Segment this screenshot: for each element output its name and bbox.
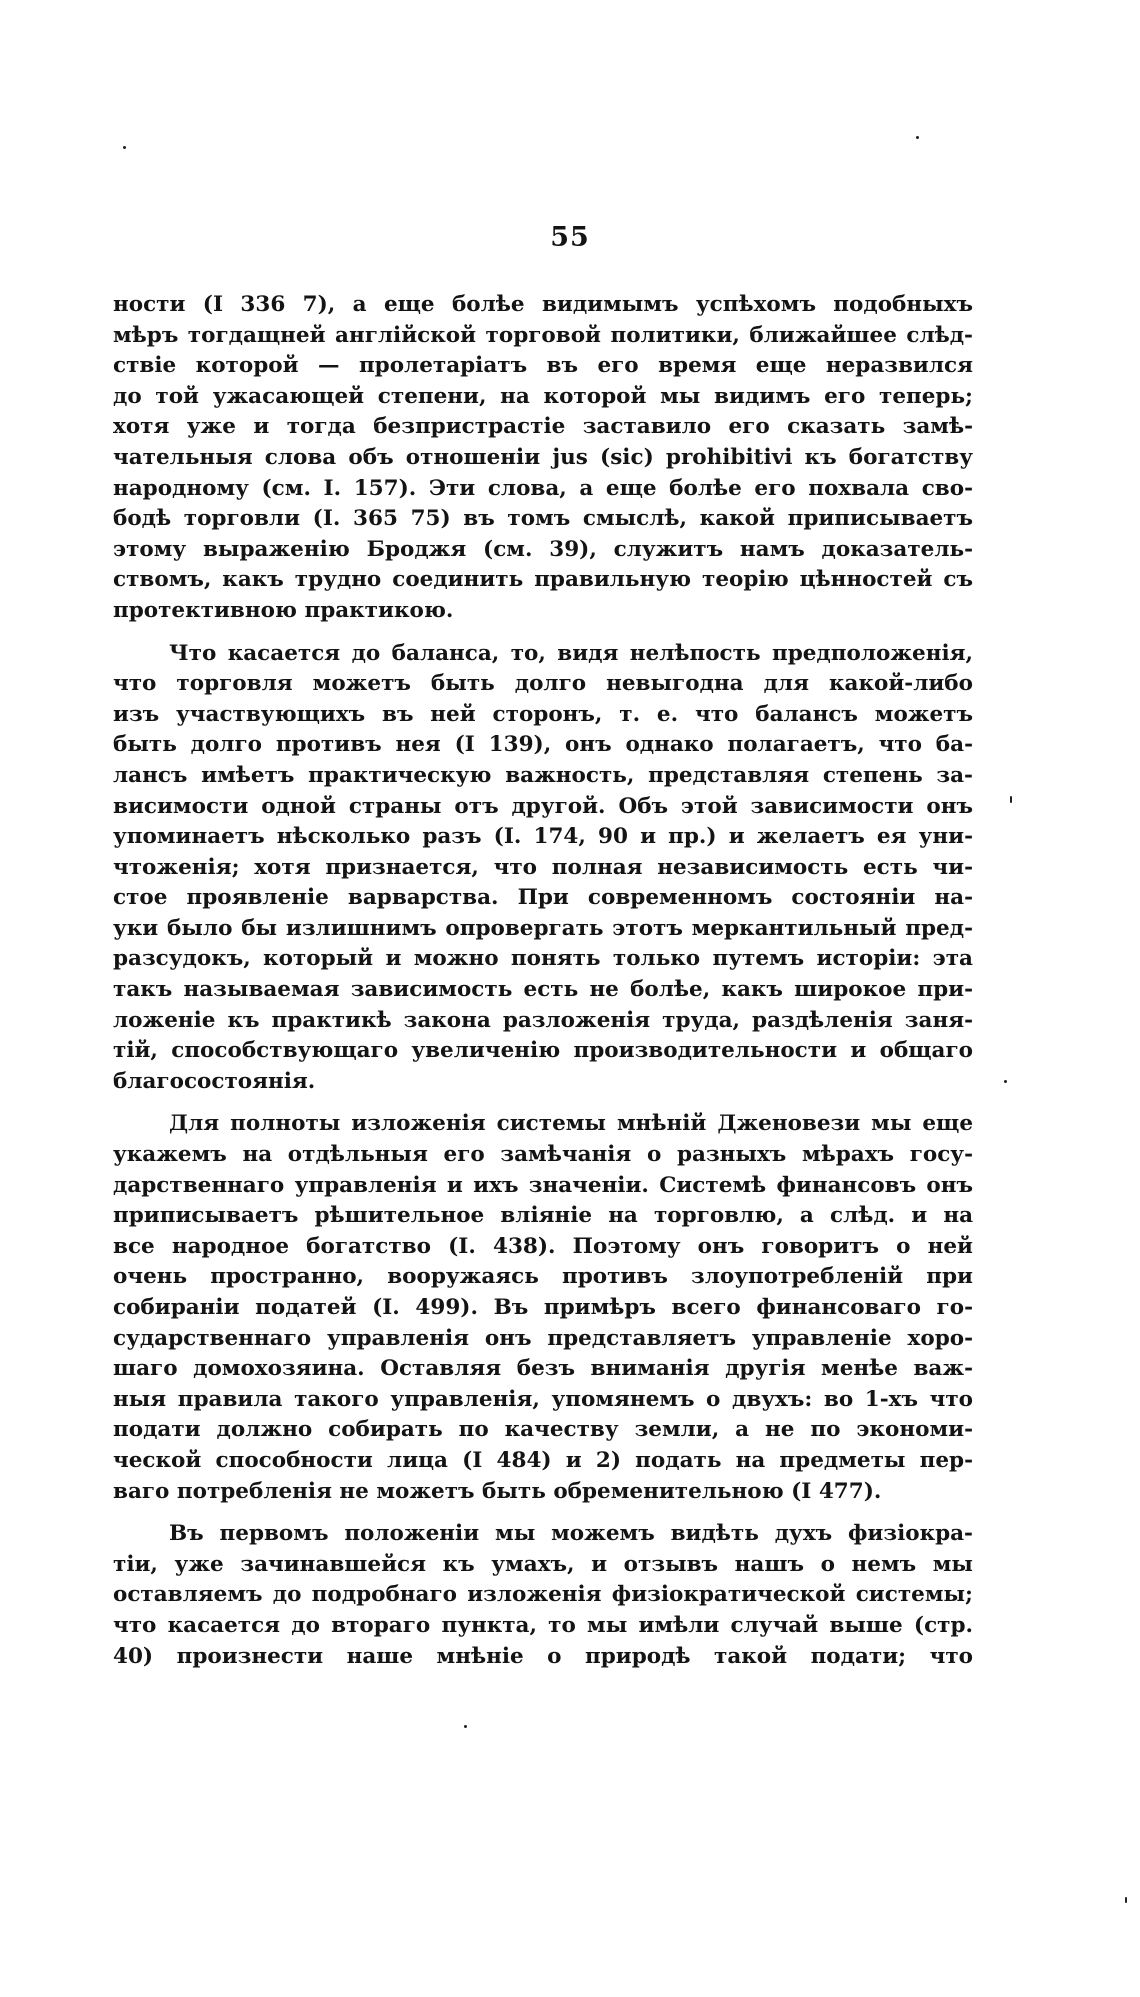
- text-line: ложеніе къ практикѣ закона разложенія труда, раздѣленія заня-: [113, 1007, 973, 1033]
- text-line: упоминаетъ нѣсколько разъ (I. 174, 90 и пр.) и желаетъ ея уни-: [113, 824, 973, 850]
- text-line: приписываетъ рѣшительное вліяніе на торговлю, а слѣд. и на: [113, 1203, 973, 1229]
- text-line: сударственнаго управленія онъ представляетъ управленіе хоро-: [113, 1325, 973, 1351]
- text-line: чтоженія; хотя признается, что полная независимость есть чи-: [113, 854, 973, 880]
- paragraph-3: [113, 1109, 973, 1507]
- text-line: Что касается до баланса, то, видя нелѣпость предположенія,: [169, 640, 973, 666]
- text-line: уки было бы излишнимъ опровергать этотъ меркантильный пред-: [113, 915, 973, 941]
- text-line: ствомъ, какъ трудно соединить правильную теорію цѣнностей съ: [113, 567, 973, 593]
- text-line: шаго домохозяина. Оставляя безъ вниманія другія менѣе важ-: [113, 1356, 973, 1382]
- text-line: ваго потребленія не можетъ быть обременительною (I 477).: [113, 1478, 882, 1504]
- text-line: изъ участвующихъ въ ней сторонъ, т. е. что балансъ можетъ: [113, 701, 973, 727]
- text-line: очень пространно, вооружаясь противъ злоупотребленій при: [113, 1264, 973, 1290]
- text-line: хотя уже и тогда безпристрастіе заставило его сказать замѣ-: [113, 414, 973, 440]
- paragraph-4: [113, 1519, 973, 1672]
- text-line: быть долго противъ нея (I 139), онъ однако полагаетъ, что ба-: [113, 732, 973, 758]
- scan-speck: [1004, 1080, 1007, 1083]
- text-line: до той ужасающей степени, на которой мы видимъ его теперь;: [113, 383, 973, 409]
- text-line: дарственнаго управленія и ихъ значеніи. Системѣ финансовъ онъ: [113, 1172, 973, 1198]
- text-line: благосостоянія.: [113, 1068, 316, 1094]
- text-line: бодѣ торговли (I. 365 75) въ томъ смыслѣ, какой приписываетъ: [113, 506, 973, 532]
- text-line: тій, способствующаго увеличенію производительности и общаго: [113, 1038, 973, 1064]
- page-number: 55: [550, 222, 590, 253]
- text-line: Для полноты изложенія системы мнѣній Дженовези мы еще: [169, 1111, 973, 1137]
- scan-speck: [464, 1725, 467, 1728]
- text-line: такъ называемая зависимость есть не болѣе, какъ широкое при-: [113, 977, 973, 1003]
- text-line: что торговля можетъ быть долго невыгодна для какой-либо: [113, 671, 973, 697]
- scan-speck: [916, 136, 919, 139]
- text-line: протективною практикою.: [113, 597, 454, 623]
- paragraph-1: [113, 290, 973, 627]
- text-line: ческой способности лица (I 484) и 2) подать на предметы пер-: [113, 1447, 973, 1473]
- text-line: ныя правила такого управленія, упомянемъ о двухъ: во 1-хъ что: [113, 1386, 973, 1412]
- text-line: оставляемъ до подробнаго изложенія физіократической системы;: [113, 1582, 973, 1608]
- scan-speck: [1010, 796, 1012, 803]
- text-line: этому выраженію Броджя (см. 39), служитъ намъ доказатель-: [113, 536, 973, 562]
- text-line: подати должно собирать по качеству земли, а не по экономи-: [113, 1417, 973, 1443]
- scan-speck: [123, 146, 126, 149]
- text-line: что касается до втораго пункта, то мы имѣли случай выше (стр.: [113, 1612, 973, 1638]
- text-line: все народное богатство (I. 438). Поэтому онъ говоритъ о ней: [113, 1233, 973, 1259]
- text-line: чательныя слова объ отношеніи jus (sic) prohibitivi къ богатству: [113, 444, 973, 470]
- text-line: мѣръ тогдащней англійской торговой политики, ближайшее слѣд-: [113, 322, 973, 348]
- paragraph-2: [113, 639, 973, 1098]
- text-line: собираніи податей (I. 499). Въ примѣръ всего финансоваго го-: [113, 1295, 973, 1320]
- body-text: [113, 290, 973, 1684]
- text-line: 40) произнести наше мнѣніе о природѣ такой подати; что: [113, 1643, 973, 1669]
- text-line: лансъ имѣетъ практическую важность, представляя степень за-: [113, 762, 973, 788]
- text-line: разсудокъ, который и можно понять только путемъ исторіи: эта: [113, 946, 973, 972]
- text-line: стое проявленіе варварства. При современномъ состояніи на-: [113, 885, 973, 911]
- text-line: тіи, уже зачинавшейся къ умахъ, и отзывъ нашъ о немъ мы: [113, 1551, 973, 1577]
- text-line: ствіе которой — пролетаріатъ въ его время еще неразвился: [113, 353, 973, 379]
- text-line: укажемъ на отдѣльныя его замѣчанія о разныхъ мѣрахъ госу-: [113, 1142, 973, 1168]
- text-line: народному (см. I. 157). Эти слова, а еще болѣе его похвала сво-: [113, 475, 973, 501]
- text-line: ности (I 336 7), а еще болѣе видимымъ успѣхомъ подобныхъ: [113, 292, 973, 317]
- text-line: Въ первомъ положеніи мы можемъ видѣть духъ физіокра-: [169, 1521, 973, 1547]
- scan-speck: [1125, 1897, 1127, 1903]
- text-line: висимости одной страны отъ другой. Объ этой зависимости онъ: [113, 793, 973, 819]
